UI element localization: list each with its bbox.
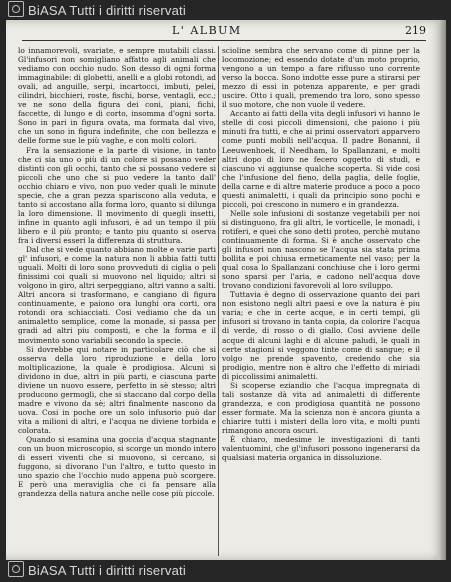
left-paragraph: Dal che si vede quanto abbiano molte e varie parti gl' infusori, e come la natura non li abbia fatti tutti uguali. Molti di loro sono provveduti di ciglia o peli finissimi coi quali si muovono nel liquido; altri si volgono in giro, altri serpeggiano, altri vanno a salti. Altri ancora si trasformano, e cangiano di figura continuamente, e paiono ora lunghi ora corti, ora rotondi ora schiacciati. Cosi vediamo che da un animaletto semplice, come la monade, si passa per gradi ad altri piu composti, e che la forma e il movimento sono variabili secondo la specie.	[18, 245, 216, 345]
watermark-bottom	[0, 560, 451, 582]
column-divider	[218, 46, 219, 556]
right-paragraph: È chiaro, medesime le investigazioni di tanti valentuomini, che gl'infusori possono ingenerarsi da qualsiasi materia organica in dissoluzione.	[222, 435, 420, 463]
watermark-top	[0, 0, 451, 22]
left-paragraph: Quando si esamina una goccia d'acqua stagnante con un buon microscopio, si scorge un mondo intero di esseri viventi che si muovono, si cercano, si fuggono, si divorano l'un l'altro, e tutto questo in uno spazio che l'occhio nudo appena può scorgere. E però una meraviglia che ci fa pensare alla grandezza della natura anche nelle cose più piccole.	[18, 435, 216, 499]
biasa-logo-icon	[8, 561, 24, 577]
right-paragraph: Nelle sole infusioni di sostanze vegetabili per noi si distinguono, fra gli altri, le vorticelle, le monadi, i rotiferi, e quei che sono detti proteo, perchè mutano continuamente di forma. Si è anche osservato che gli infusori non nascono se l'acqua sia stata prima bollita e poi chiusa ermeticamente nel vaso; per la qual cosa lo Spallanzani conchiuse che i loro germi sono sparsi per l'aria, e cadono nell'acqua dove trovano condizioni favorevoli al loro sviluppo.	[222, 208, 420, 291]
page-header	[22, 22, 426, 41]
right-paragraph: Tuttavia è degno di osservazione quanto dei pari non esistono negli altri paesi e ove la natura è piu varia; e che in certe acque, e in certi tempi, gli infusori si trovano in tanta copia, da colorire l'acqua di verde, di rosso o di giallo. Cosi avviene delle acque di alcuni laghi e di alcune paludi, le quali in certe stagioni si veggono tinte come di sangue; e il volgo ne prende spavento, credendo che sia prodigio, mentre non è altro che l'effetto di miriadi di piccolissimi animaletti.	[222, 290, 420, 381]
page-edge-shadow	[438, 20, 446, 560]
right-column	[222, 46, 420, 556]
left-paragraph: Fra la sensazione e la parte di visione, in tanto che ci sia uno o più di un colore si possano veder distinti con gli occhi, tanto che si possano vedere si piccoli che uno che si puo vedere la tanto dall' occhio chiaro e vivo, non puo veder quali le minute specie, che a gran pezza spariscono alla veduta, e tanto si accostano alla forma loro, quanto si dilunga la loro dimensione. Il movimento di quegli insetti, infine in quanto agli infusori, è ad un tempo il più libero e il più pronto; e tanto piu quanto si oserva fra i diversi esseri la differenza di struttura.	[18, 145, 216, 245]
biasa-logo-icon	[8, 1, 24, 17]
page-number: 219	[405, 24, 426, 37]
watermark-text-bottom: BiASA Tutti i diritti riservati	[28, 563, 186, 578]
right-paragraph: Accanto ai fatti della vita degli infusori vi hanno le stelle di cosi piccoli dimensioni, che paiono i più minuti fra tutti, e che ai primi osservatori apparvero come punti mobili nell'acqua. Il padre Bonanni, il Leeuwenhoek, il Needham, lo Spallanzani, e molti altri dopo di loro ne fecero oggetto di studi, e ciascuno vi aggiunse qualche scoperta. Si vide cosi che l'infusione del fieno, della paglia, delle foglie, della carne e di altre materie produce a poco a poco questi animaletti, i quali da principio sono pochi e piccoli, poi crescono in numero e in grandezza.	[222, 109, 420, 209]
left-paragraph: Si dovrebbe qui notare in particolare ciò che si osserva della loro riproduzione e della loro moltiplicazione, la quale è prodigiosa. Alcuni si dividono in due, altri in più parti, e ciascuna parte diviene un nuovo essere, perfetto in sè stesso; altri producono germogli, che si staccano dal corpo della madre e vivono da sè; altri finalmente nascono da uova. Cosi in poche ore un solo infusorio può dar vita a milioni di altri, e l'acqua ne diviene torbida e colorata.	[18, 344, 216, 435]
left-paragraph: lo innamorevoli, svariate, e sempre mutabili classi. Gl'infusori non somigliano affatto agli animali che vediamo con occhio nudo. Son desso di ogni forma immaginabile: di globetti, anelli e a globi rotondi, ad ovali, ad anguille, serpi, incartocci, imbuti, pelei, cilindri, bicchieri, roste, fischi, borse, ventagli, ecc.; ve ne sono della figura dei coni, piani, fichi, faccette, di lungo e di corto, insomma d'ogni sorta. Sono in pari in figura ovata, ma formata dal vivo, che un sono in figura indefinite, che con bellezza e delle forme sue le più vaghe, e con molti colori.	[18, 46, 216, 146]
left-column	[18, 46, 216, 556]
page-title: L' ALBUM	[172, 24, 242, 37]
watermark-text-top: BiASA Tutti i diritti riservati	[28, 3, 186, 18]
document-page	[6, 20, 446, 560]
right-paragraph: Si scoperse eziandio che l'acqua impregnata di tali sostanze dà vita ad animaletti di differente grandezza, e con prodigiosa quantità ne possono esser formate. Ma la scienza non è ancora giunta a chiarire tutti i misteri della loro vita, e molti punti rimangono ancora oscuri.	[222, 380, 420, 435]
right-paragraph: scioline sembra che servano come di pinne per la locomozione; ed essendo dotate d'un moto proprio, vengono a un tempo a fare riflusso uno corrente verso la bocca. Sono indotte esse pure a stirarsi per mezzo di essi in potenza apparente, e per gradi uscire. Otto i quali, premendo tra loro, sono spesso il suo motore, che non vuole il vedere.	[222, 46, 420, 110]
